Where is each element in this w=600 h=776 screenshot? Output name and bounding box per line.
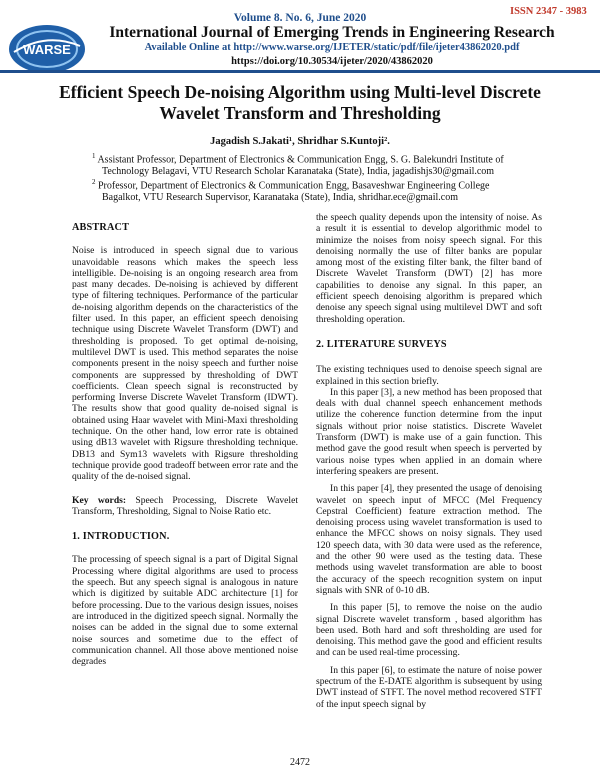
affiliation-1: $^1$ Assistant Professor, Department of Electronics & Communication Engg, S. G. Balekundri Institute of Technology Belagavi, VTU Research Scholar Karanataka (State), India, jagadishjs30@gmail.com xyxy=(92,152,504,178)
issn-number: ISSN 2347 - 3983 xyxy=(510,6,587,17)
literature-para-1: The existing techniques used to denoise speech signal are explained in this section briefly. xyxy=(316,364,542,387)
logo-text: WARSE xyxy=(23,42,71,57)
intro-text: The processing of speech signal is a part of Digital Signal Processing where digital algorithms are used to process the speech. But any speech signal is analogous in nature which is digitized by suitable ADC architecture [1] for before processing. Due to the various design issues, noises are introduced in the digitized speech signal. Normally the noises can be added in the signal due to some external noise sources and sometime due to the effect of communication channel. All those above mentioned noise degrades xyxy=(72,554,298,668)
keywords: Key words: Speech Processing, Discrete Wavelet Transform, Thresholding, Signal to Noise Ratio etc. xyxy=(72,494,298,517)
literature-para-3: In this paper [4], they presented the usage of denoising wavelet on speech input of MFCC (Mel Frequency Cepstral Coefficient) feature extraction method. The denoising process using wavelet transformation is used to enhance the MFCC shows on noisy signals. They used 120 speech data, with 30 data were used as the reference, and the other 90 were used as the testing data. These methods using wavelet transformation are able to boost the accuracy of the speech recognition system on input signals with SNR of 0-10 dB. xyxy=(316,483,542,596)
literature-para-5: In this paper [6], to estimate the nature of noise power spectrum of the E-DATE algorithm is subsequent by using DWT instead of STFT. The novel method recovered STFT of the input speech signal by xyxy=(316,664,542,710)
page-number: 2472 xyxy=(290,757,310,768)
affiliation-2: $^2$ Professor, Department of Electronics & Communication Engg, Basaveshwar Engineering College Bagalkot, VTU Research Supervisor, Karanataka (State), India, shridhar.ece@gmail.com xyxy=(92,178,490,204)
intro-heading: 1. INTRODUCTION. xyxy=(72,531,170,543)
literature-para-4: In this paper [5], to remove the noise on the audio signal Discrete wavelet transform , based algorithm has been used. Both hard and soft thresholding are used for denoising. This method gave the good and efficient results and can be used real-time processing. xyxy=(316,602,542,659)
header-rule xyxy=(0,70,600,73)
journal-name: International Journal of Emerging Trends in Engineering Research xyxy=(109,24,555,41)
abstract-heading: ABSTRACT xyxy=(72,222,130,233)
doi-link[interactable]: https://doi.org/10.30534/ijeter/2020/43862020 xyxy=(231,56,433,67)
paper-title: Efficient Speech De-noising Algorithm using Multi-level Discrete Wavelet Transform and Thresholding xyxy=(59,82,541,123)
left-column xyxy=(72,212,298,667)
literature-heading: 2. LITERATURE SURVEYS xyxy=(316,338,447,350)
intro-continued: the speech quality depends upon the intensity of noise. As a result it is essential to develop algorithmic model to minimize the noises from noisy speech signal. For this denoising normally the use of filter banks are popular among most of the existing filter bank, the filter band of Discrete Wavelet Transform (DWT) [2] has more capabilities to denoise any signal. In this paper, an efficient speech denoising algorithm is prepared which denoise any speech signal using multilevel DWT and soft thresholding operation. xyxy=(316,212,542,325)
author-list: Jagadish S.Jakati¹, Shridhar S.Kuntoji². xyxy=(210,136,390,147)
abstract-text: Noise is introduced in speech signal due to various unavoidable reasons which makes the speech less intelligible. De-noising is an ongoing research area from past many decades. De-noising is achieved by different type of filtering techniques. Performance of the particular de-noising algorithm depends on the characteristics of the filter used. In this paper, an efficient speech denoising technique using Discrete Wavelet Transform (DWT) and thresholding is proposed. To get optimal de-noising, multilevel DWT is used. This method separates the noise components present in the noisy speech and further noise components are suppressed by thresholding of DWT coefficients. Clean speech signal is reconstructed by performing Inverse Discrete Wavelet Transform (IDWT). The results show that good quality de-noised signal is obtained using Haar wavelet with Mini-Maxi thresholding technique. On the other hand, low error rate is obtained using dB13 wavelet with Rigsure thresholding technique. DB13 and Sym13 wavelets with Rigsure thresholding technique provide good tradeoff between error rate and the quality of the de-noised signal. xyxy=(72,245,298,483)
volume-info: Volume 8. No. 6, June 2020 xyxy=(233,12,367,24)
literature-para-2: In this paper [3], a new method has been proposed that deals with dual channel speech enhancement methods utilize the coherence function determine from the input signals without prior noise statistics. Discrete Wavelet Transform (DWT) is make use of a gain function. This method gave the good result when speech is perverted by various noise types when applied in an domain where interfering speakers are present. xyxy=(316,386,542,477)
warse-logo xyxy=(6,22,88,76)
right-column xyxy=(316,212,542,710)
online-link[interactable]: Available Online at http://www.warse.org/IJETER/static/pdf/file/ijeter43862020.pdf xyxy=(144,42,520,53)
